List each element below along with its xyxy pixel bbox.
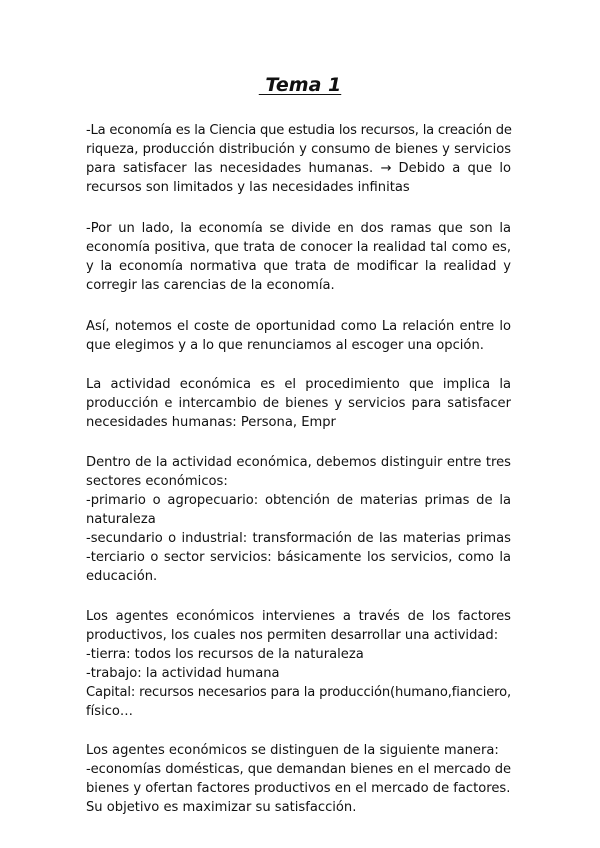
text-line: -La economía es la Ciencia que estudia los recursos, la creación de — [86, 123, 512, 138]
text-line: -secundario o industrial: transformación de las materias primas — [86, 531, 511, 546]
text-line: Los agentes económicos se distinguen de la siguiente manera: — [86, 743, 499, 758]
page-title: Tema 1 — [258, 74, 342, 96]
text-line: recursos son limitados y las necesidades infinitas — [86, 180, 410, 195]
text-line: -tierra: todos los recursos de la naturaleza — [86, 647, 364, 662]
text-line: para satisfacer las necesidades humanas. → Debido a que lo — [86, 161, 511, 176]
text-line: economía positiva, que trata de conocer la realidad tal como es, — [86, 240, 511, 255]
text-line: -primario o agropecuario: obtención de materias primas de la — [86, 493, 511, 508]
text-line: -Por un lado, la economía se divide en dos ramas que son la — [86, 221, 511, 236]
text-line: corregir las carencias de la economía. — [86, 278, 335, 293]
text-line: -economías domésticas, que demandan bienes en el mercado de — [86, 762, 511, 777]
text-line: educación. — [86, 569, 158, 584]
text-line: Su objetivo es maximizar su satisfacción. — [86, 800, 357, 815]
text-line: Los agentes económicos intervienes a través de los factores — [86, 609, 511, 624]
text-line: físico… — [86, 704, 134, 719]
text-line: Capital: recursos necesarios para la producción(humano,fianciero, — [86, 685, 511, 700]
text-line: necesidades humanas: Persona, Empr — [86, 415, 336, 430]
text-line: riqueza, producción distribución y consumo de bienes y servicios — [86, 142, 511, 157]
text-line: -terciario o sector servicios: básicamente los servicios, como la — [86, 550, 511, 565]
text-line: bienes y ofertan factores productivos en el mercado de factores. — [86, 781, 511, 796]
text-line: producción e intercambio de bienes y servicios para satisfacer — [86, 396, 511, 411]
text-line: sectores económicos: — [86, 474, 228, 489]
text-line: Así, notemos el coste de oportunidad como La relación entre lo — [86, 319, 511, 334]
text-line: naturaleza — [86, 512, 156, 527]
text-line: productivos, los cuales nos permiten desarrollar una actividad: — [86, 628, 499, 643]
text-line: y la economía normativa que trata de modificar la realidad y — [86, 259, 511, 274]
text-line: -trabajo: la actividad humana — [86, 666, 280, 681]
text-line: La actividad económica es el procedimiento que implica la — [86, 377, 511, 392]
text-line: que elegimos y a lo que renunciamos al escoger una opción. — [86, 338, 484, 353]
text-line: Dentro de la actividad económica, debemos distinguir entre tres — [86, 455, 511, 470]
